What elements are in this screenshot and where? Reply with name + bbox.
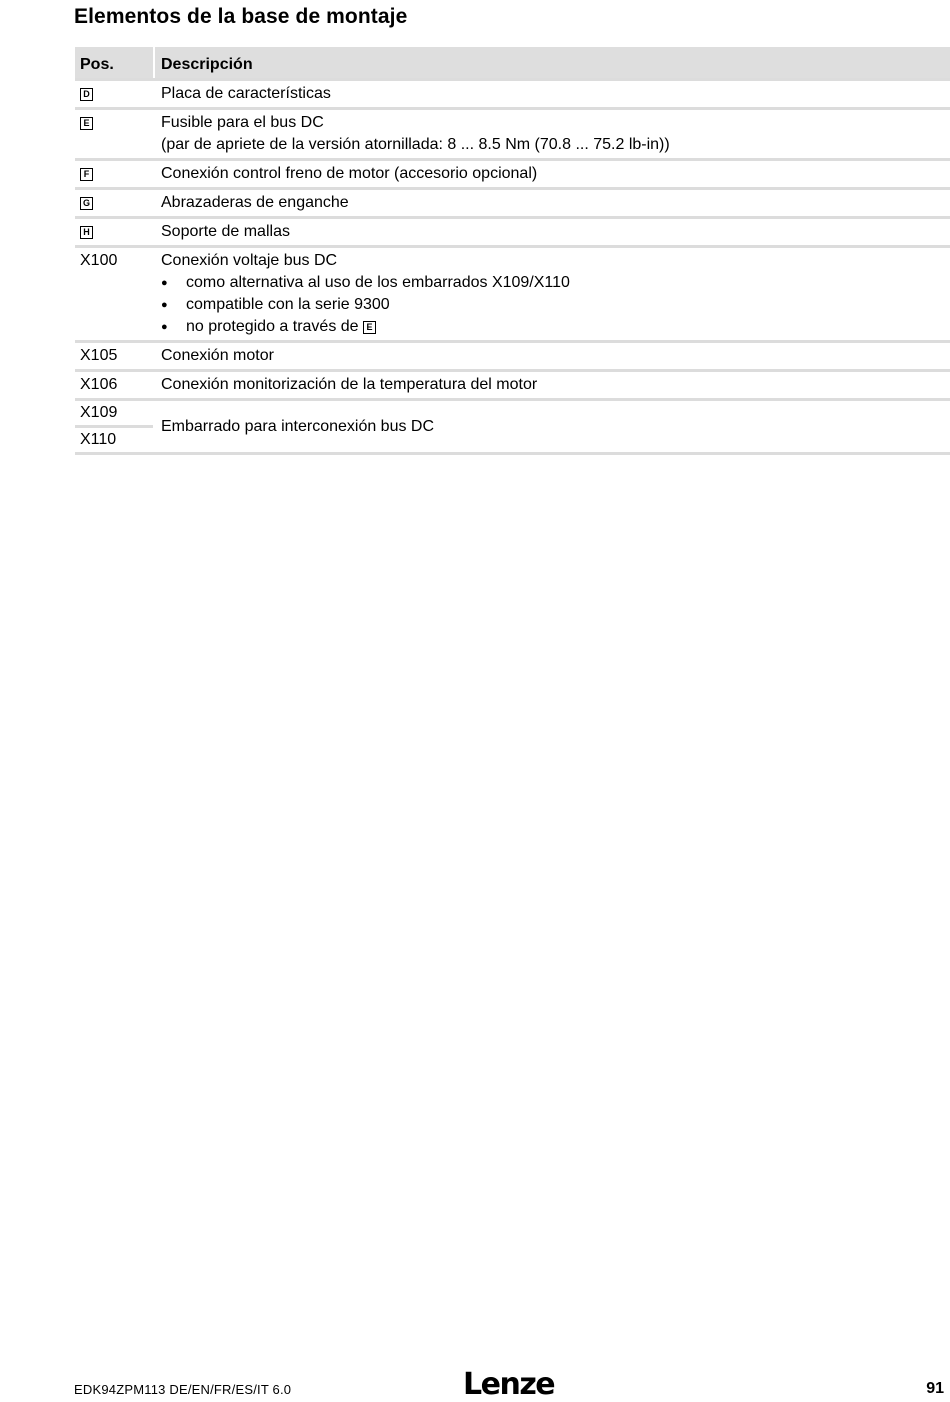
desc-line: Conexión control freno de motor (accesorio opcional) xyxy=(161,165,538,182)
table-row xyxy=(75,219,950,248)
pos-label: X100 xyxy=(80,252,118,269)
pos-label: X106 xyxy=(80,376,118,393)
mounting-base-table xyxy=(75,47,950,455)
bullet-item: ● como alternativa al uso de los embarrados X109/X110 xyxy=(161,272,950,294)
ref-box-e: E xyxy=(363,321,376,334)
desc-line: Conexión voltaje bus DC xyxy=(161,252,338,269)
table-row xyxy=(75,372,950,401)
pos-label: X105 xyxy=(80,347,118,364)
page-number: 91 xyxy=(926,1380,944,1397)
header-desc: Descripción xyxy=(155,47,950,78)
table-row xyxy=(75,190,950,219)
lenze-logo: Lenze xyxy=(463,1367,555,1402)
pos-box-f: F xyxy=(80,168,93,181)
table-row-merged xyxy=(75,401,950,455)
table-row xyxy=(75,110,950,161)
pos-box-e: E xyxy=(80,117,93,130)
desc-line: Placa de características xyxy=(161,85,331,102)
desc-line: (par de apriete de la versión atornillada: 8 ... 8.5 Nm (70.8 ... 75.2 lb-in)) xyxy=(161,136,670,153)
pos-box-g: G xyxy=(80,197,93,210)
doc-code: EDK94ZPM113 DE/EN/FR/ES/IT 6.0 xyxy=(74,1382,292,1397)
table-row xyxy=(75,161,950,190)
table-row xyxy=(75,81,950,110)
desc-line: Conexión monitorización de la temperatura del motor xyxy=(161,376,538,393)
desc-line: Fusible para el bus DC xyxy=(161,114,324,131)
page-title: Elementos de la base de montaje xyxy=(74,5,408,28)
pos-label: X110 xyxy=(80,431,117,448)
header-pos: Pos. xyxy=(75,47,153,78)
pos-label: X109 xyxy=(75,401,153,428)
desc-line: Abrazaderas de enganche xyxy=(161,194,349,211)
table-header-row xyxy=(75,47,950,81)
pos-box-d: D xyxy=(80,88,93,101)
desc-line: Conexión motor xyxy=(161,347,274,364)
bullet-item: ● no protegido a través de E xyxy=(161,316,950,338)
table-row xyxy=(75,248,950,343)
table-row xyxy=(75,343,950,372)
pos-box-h: H xyxy=(80,226,93,239)
bullet-item: ● compatible con la serie 9300 xyxy=(161,294,950,316)
desc-line: Embarrado para interconexión bus DC xyxy=(161,417,435,435)
desc-line: Soporte de mallas xyxy=(161,223,290,240)
